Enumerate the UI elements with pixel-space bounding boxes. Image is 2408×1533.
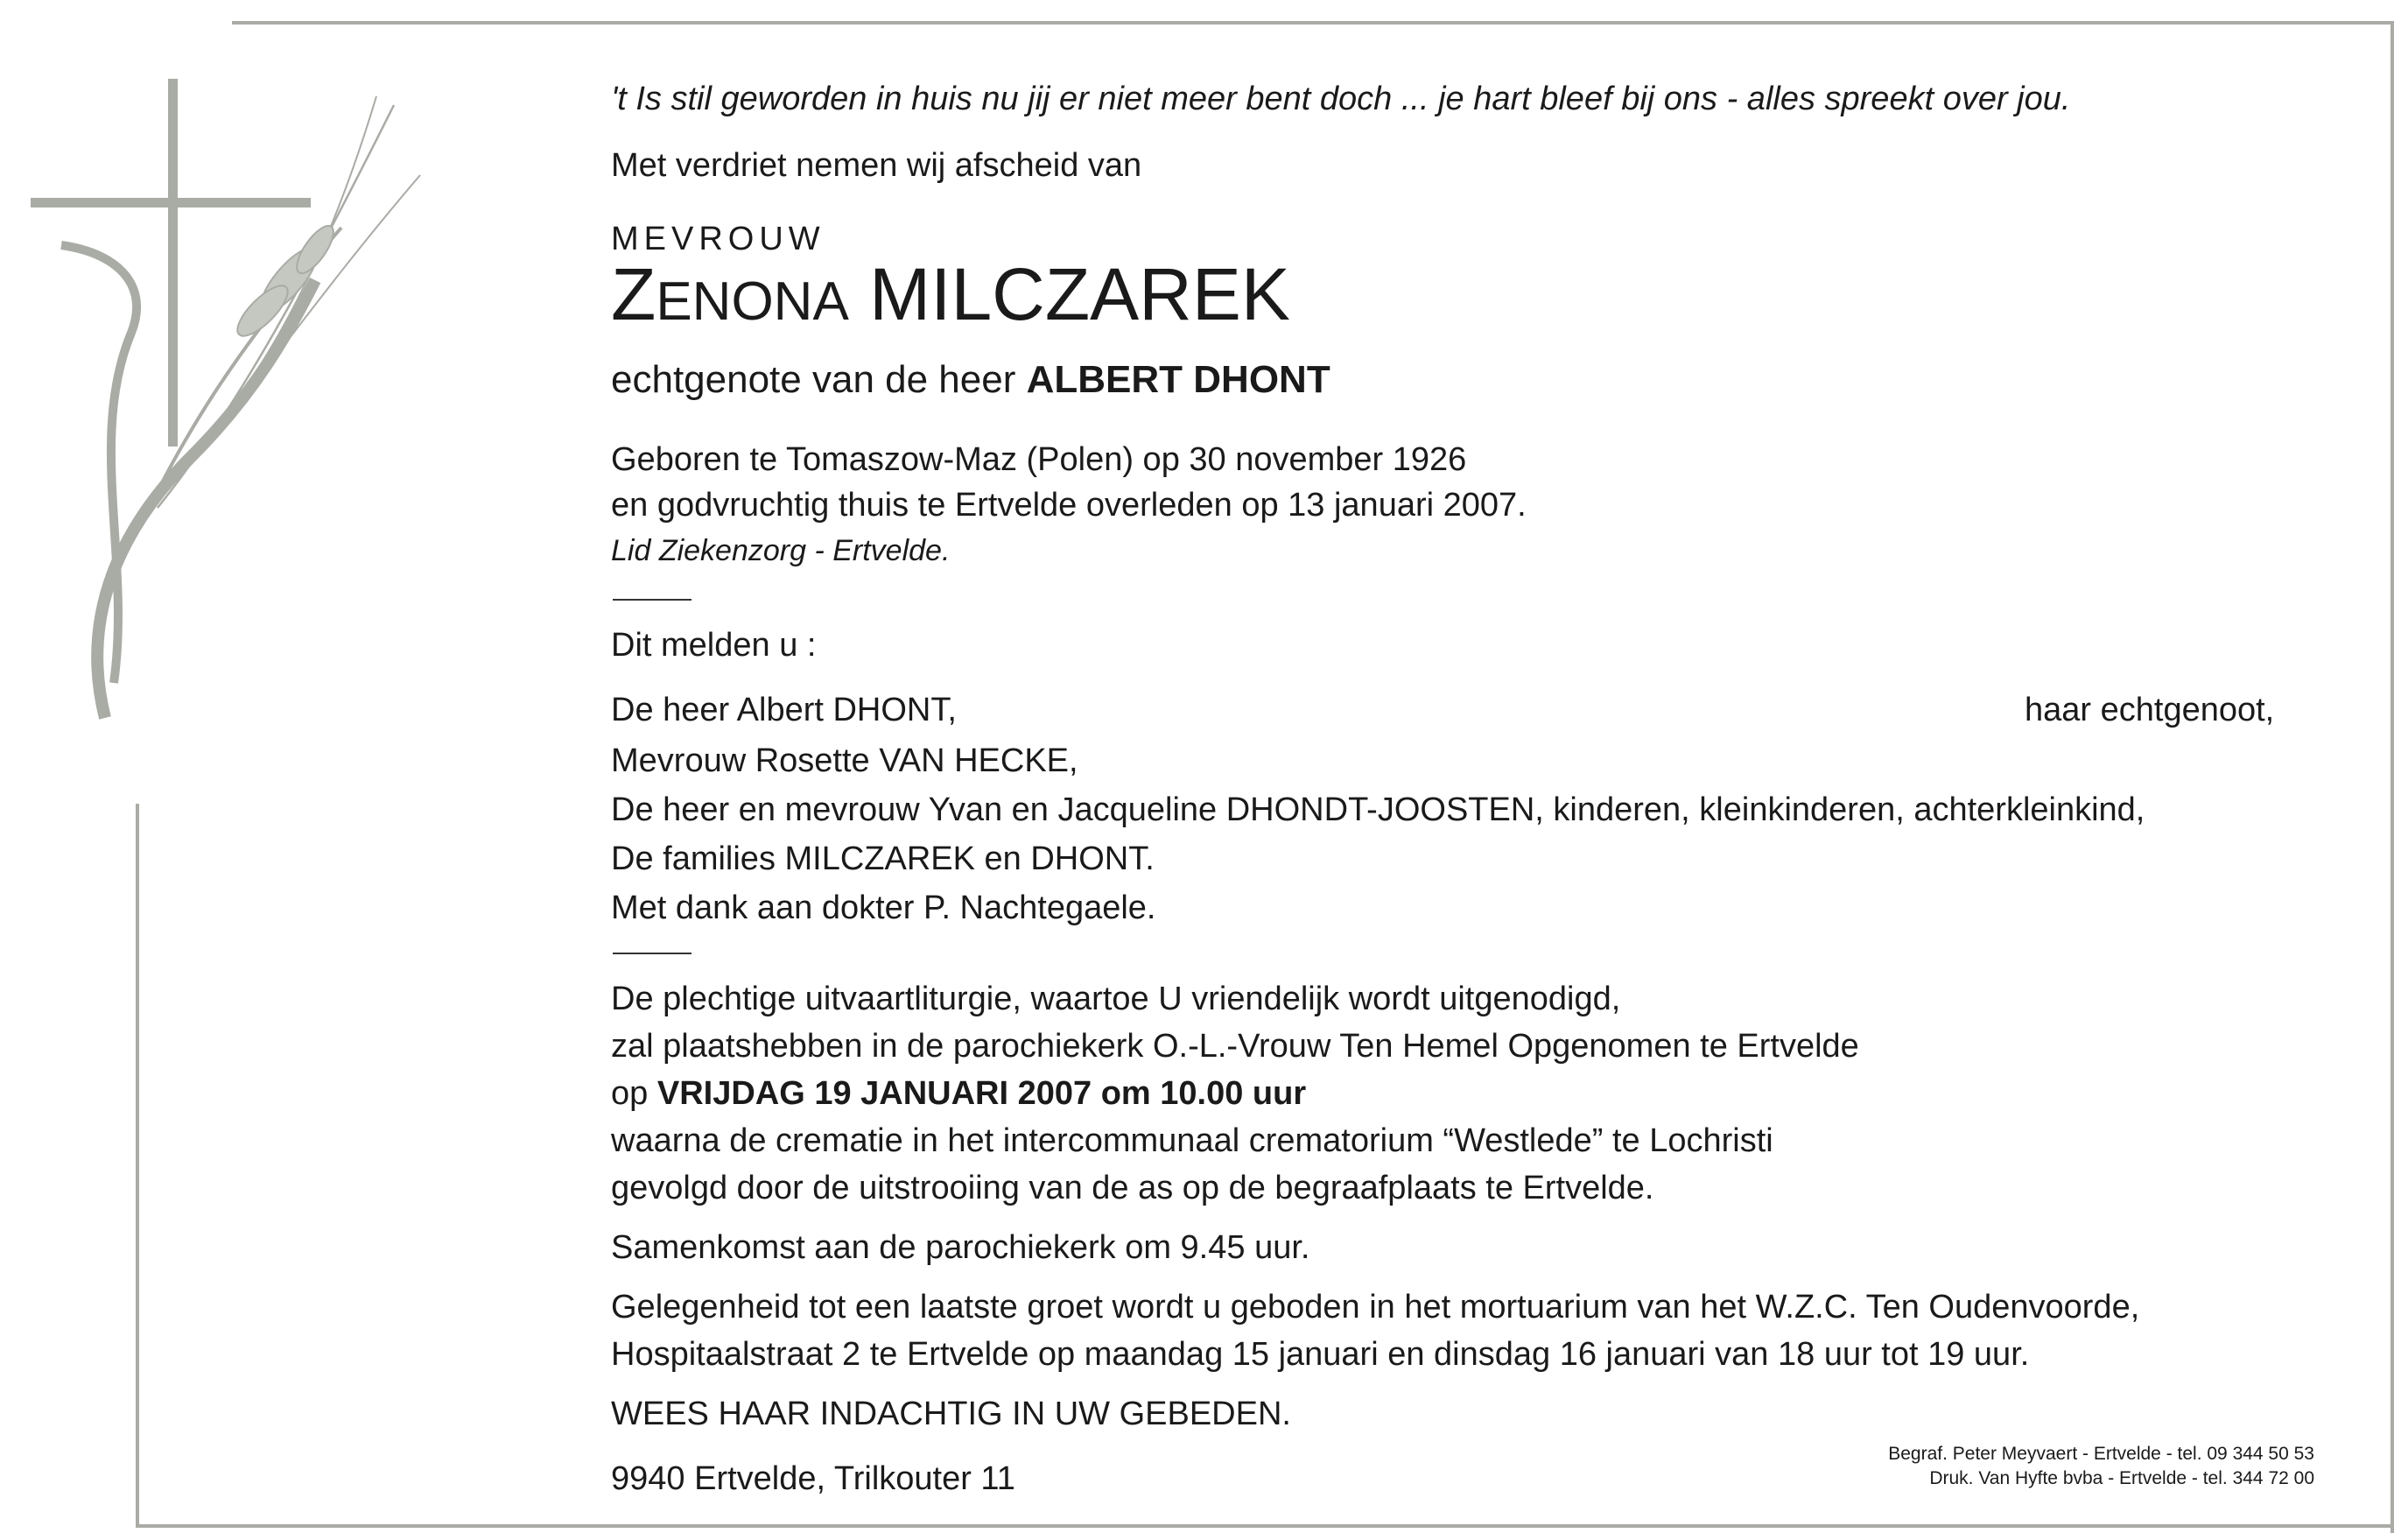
divider-2 bbox=[613, 953, 692, 954]
membership-line: Lid Ziekenzorg - Ertvelde. bbox=[611, 534, 951, 567]
frame-right-line bbox=[2390, 21, 2394, 1533]
address-line: 9940 Ertvelde, Trilkouter 11 bbox=[611, 1460, 1015, 1497]
frame-left-line bbox=[136, 804, 139, 1528]
intro-text: Met verdriet nemen wij afscheid van bbox=[611, 147, 1142, 184]
funeral-date-line bbox=[611, 1073, 1306, 1114]
mourner-line: Mevrouw Rosette VAN HECKE, bbox=[611, 742, 1078, 779]
funeral-line-5: gevolgd door de uitstrooiing van de as op de begraafplaats te Ertvelde. bbox=[611, 1170, 1654, 1206]
divider-1 bbox=[613, 599, 692, 601]
funeral-date: VRIJDAG 19 JANUARI 2007 om 10.00 uur bbox=[656, 1075, 1307, 1112]
funeral-line-2: zal plaatshebben in de parochiekerk O.-L.-Vrouw Ten Hemel Opgenomen te Ertvelde bbox=[611, 1028, 1859, 1065]
funeral-line-1: De plechtige uitvaartliturgie, waartoe U vriendelijk wordt uitgenodigd, bbox=[611, 981, 1621, 1017]
prayer-line: WEES HAAR INDACHTIG IN UW GEBEDEN. bbox=[611, 1396, 1291, 1432]
frame-bottom-line bbox=[136, 1524, 2394, 1528]
wheat-stalks bbox=[61, 96, 420, 718]
funeral-date-prefix: op bbox=[611, 1075, 649, 1112]
mourner-line: De families MILCZAREK en DHONT. bbox=[611, 840, 1155, 877]
spouse-name: ALBERT DHONT bbox=[1026, 358, 1330, 401]
mourner-line: De heer en mevrouw Yvan en Jacqueline DHONDT-JOOSTEN, kinderen, kleinkinderen, achterkleinkind, bbox=[611, 791, 2145, 828]
funeral-line-4: waarna de crematie in het intercommunaal crematorium “Westlede” te Lochristi bbox=[611, 1122, 1773, 1159]
farewell-line-2: Hospitaalstraat 2 te Ertvelde op maandag 15 januari en dinsdag 16 januari van 18 uur tot 19 uur. bbox=[611, 1336, 2030, 1373]
honorific: MEVROUW bbox=[611, 221, 825, 257]
thanks-line: Met dank aan dokter P. Nachtegaele. bbox=[611, 890, 1156, 926]
printer-credit: Druk. Van Hyfte bvba - Ertvelde - tel. 344 72 00 bbox=[1929, 1468, 2314, 1488]
gathering-line: Samenkomst aan de parochiekerk om 9.45 uur. bbox=[611, 1229, 1310, 1266]
farewell-line-1: Gelegenheid tot een laatste groet wordt u geboden in het mortuarium van het W.Z.C. Ten Oudenvoorde, bbox=[611, 1289, 2140, 1326]
opening-quote: 't Is stil geworden in huis nu jij er niet meer bent doch ... je hart bleef bij ons - alles spreekt over jou. bbox=[611, 81, 2071, 117]
last-name: MILCZAREK bbox=[869, 253, 1290, 335]
spouse-line bbox=[611, 357, 1330, 403]
mourner-line: De heer Albert DHONT, bbox=[611, 692, 957, 728]
spouse-prefix: echtgenote van de heer bbox=[611, 358, 1016, 401]
cross-vertical-bar bbox=[168, 79, 178, 447]
frame-top-line bbox=[232, 21, 2394, 25]
undertaker-credit: Begraf. Peter Meyvaert - Ertvelde - tel. 09 344 50 53 bbox=[1888, 1444, 2314, 1464]
death-line: en godvruchtig thuis te Ertvelde overleden op 13 januari 2007. bbox=[611, 487, 1527, 524]
announce-line: Dit melden u : bbox=[611, 627, 817, 664]
first-name-initial: Z bbox=[611, 253, 656, 335]
deceased-name bbox=[611, 254, 1290, 342]
mourner-relation: haar echtgenoot, bbox=[2025, 692, 2275, 728]
first-name-rest: ENONA bbox=[656, 271, 849, 332]
cross-horizontal-bar bbox=[31, 198, 311, 207]
birth-line: Geboren te Tomaszow-Maz (Polen) op 30 november 1926 bbox=[611, 441, 1467, 478]
cross-wheat-ornament bbox=[26, 70, 429, 735]
